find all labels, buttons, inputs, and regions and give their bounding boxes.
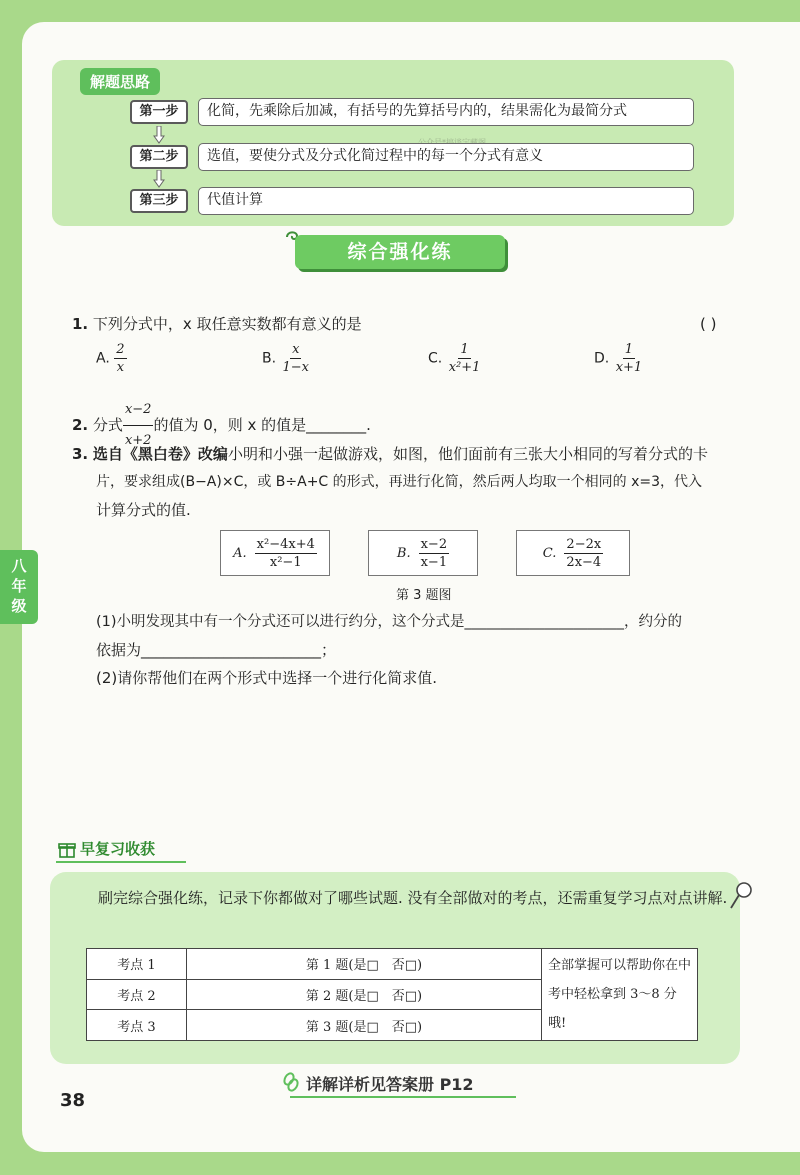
card-b-letter: B. <box>396 545 411 561</box>
answer-bracket: ( ) <box>700 315 717 333</box>
question-3-number: 3. <box>72 445 89 463</box>
card-c <box>516 530 630 576</box>
question-3-sub-1-line-1: (1)小明发现其中有一个分式还可以进行约分，这个分式是______________________，约分的 <box>96 614 683 630</box>
link-icon <box>282 1072 300 1092</box>
option-c <box>428 342 482 375</box>
side-tab-char: 八 <box>11 557 27 575</box>
step-3-text: 代值计算 <box>198 187 694 215</box>
answer-reference: 详解详析见答案册 P12 <box>306 1075 474 1094</box>
question-2-pre: 分式 <box>92 416 123 434</box>
table-cell-item: 第 2 题(是□ 否□) <box>187 979 542 1010</box>
table-note: 全部掌握可以帮助你在中考中轻松拿到 3～8 分哦! <box>542 949 698 1041</box>
step-1-label: 第一步 <box>130 100 188 124</box>
option-d <box>594 342 644 375</box>
card-a-letter: A. <box>233 545 247 561</box>
question-3-line-3: 计算分式的值. <box>96 501 191 519</box>
step-3-label: 第三步 <box>130 189 188 213</box>
card-a <box>220 530 330 576</box>
review-heading: 早复习收获 <box>80 840 156 858</box>
option-a-letter: A. <box>96 350 110 367</box>
down-arrow-icon <box>153 126 165 144</box>
option-b-letter: B. <box>262 350 277 367</box>
question-3-line-1: 小明和小强一起做游戏，如图，他们面前有三张大小相同的写着分式的卡 <box>227 445 708 463</box>
question-3-sub-1-line-2: 依据为________________________； <box>96 641 337 659</box>
option-d-fraction: $\frac{1}{x+1}$ <box>615 342 643 375</box>
option-c-letter: C. <box>428 350 443 367</box>
step-2-text: 选值，要使分式及分式化简过程中的每一个分式有意义 <box>198 143 694 171</box>
table-cell-item: 第 1 题(是□ 否□) <box>187 949 542 980</box>
option-b <box>262 342 311 375</box>
review-text: 刷完综合强化练，记录下你都做对了哪些试题. 没有全部做对的考点，还需重复学习点对点讲解. <box>98 889 728 907</box>
pushpin-icon <box>728 880 756 910</box>
review-heading-underline <box>56 861 186 863</box>
step-1-text: 化简，先乘除后加减，有括号的先算括号内的，结果需化为最简分式 <box>198 98 694 126</box>
card-c-letter: C. <box>542 545 557 561</box>
grade-side-tab <box>0 550 38 624</box>
option-b-fraction: $\frac{x}{1-x}$ <box>282 342 310 375</box>
page-number: 38 <box>60 1090 86 1111</box>
question-3-source: 选自《黑白卷》改编 <box>92 445 228 463</box>
card-b-fraction: $\frac{x-2}{x-1}$ <box>420 536 448 570</box>
table-cell-point: 考点 3 <box>87 1010 187 1041</box>
step-2-label: 第二步 <box>130 145 188 169</box>
question-3-sub-2: (2)请你帮他们在两个形式中选择一个进行化简求值. <box>96 669 438 687</box>
option-a-fraction: $\frac{2}{x}$ <box>116 342 125 375</box>
section-title: 综合强化练 <box>295 235 505 269</box>
question-1 <box>72 310 362 338</box>
steps-title: 解题思路 <box>80 68 160 95</box>
table-row <box>87 949 698 980</box>
question-2-number: 2. <box>72 416 89 434</box>
question-2-fraction: $\frac{x-2}{x+2}$ <box>123 396 154 455</box>
down-arrow-icon <box>153 170 165 188</box>
question-1-text: 下列分式中，x 取任意实数都有意义的是 <box>92 315 362 333</box>
option-d-letter: D. <box>594 350 610 367</box>
side-tab-char: 级 <box>11 597 27 615</box>
question-1-number: 1. <box>72 315 89 333</box>
card-b <box>368 530 478 576</box>
table-cell-point: 考点 2 <box>87 979 187 1010</box>
card-a-fraction: $\frac{\text{x²−4x+4}}{\text{x²−1}}$ <box>256 536 315 570</box>
table-cell-point: 考点 1 <box>87 949 187 980</box>
question-3 <box>72 440 758 468</box>
review-table <box>86 948 698 1041</box>
card-c-fraction: $\frac{2-2x}{2x-4}$ <box>566 536 602 570</box>
footer-underline <box>290 1096 516 1098</box>
question-2-post: 的值为 0，则 x 的值是________. <box>153 416 371 434</box>
table-cell-item: 第 3 题(是□ 否□) <box>187 1010 542 1041</box>
figure-caption: 第 3 题图 <box>396 588 452 603</box>
option-a <box>96 342 127 375</box>
question-3-line-2: 片，要求组成(B−A)×C，或 B÷A+C 的形式，再进行化简，然后两人均取一个相同的 x=3，代入 <box>96 474 703 490</box>
side-tab-char: 年 <box>11 577 27 595</box>
gift-icon <box>58 840 76 858</box>
option-c-fraction: $\frac{1}{\text{x²+1}}$ <box>448 342 481 375</box>
